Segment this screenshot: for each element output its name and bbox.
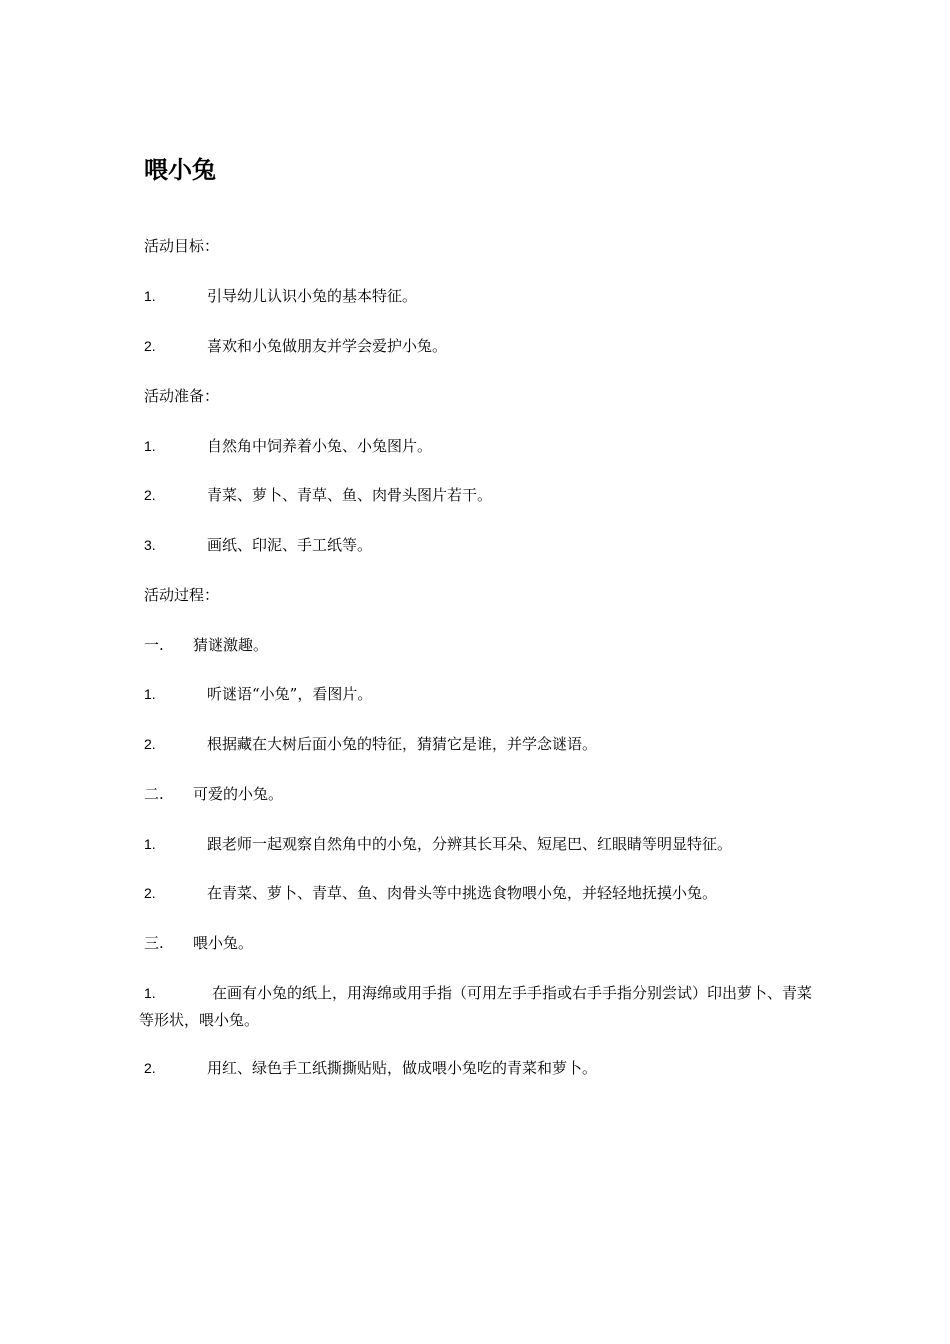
list-text: 听谜语“小兔”，看图片。 xyxy=(207,685,373,703)
list-number: 1. xyxy=(144,985,156,1001)
list-text: 自然角中饲养着小兔、小兔图片。 xyxy=(207,437,433,455)
list-number: 2. xyxy=(144,487,156,503)
list-number: 1. xyxy=(144,836,156,852)
list-text: 在画有小兔的纸上，用海绵或用手指（可用左手手指或右手手指分别尝试）印出萝卜、青菜等形状，喂小兔。 xyxy=(139,984,813,1029)
step-number: 三. xyxy=(144,934,164,952)
list-number: 1. xyxy=(144,288,156,304)
list-text: 喜欢和小兔做朋友并学会爱护小兔。 xyxy=(207,337,448,355)
list-number: 2. xyxy=(144,885,156,901)
list-number: 2. xyxy=(144,338,156,354)
step-number: 一. xyxy=(144,636,164,654)
list-number: 3. xyxy=(144,537,156,553)
list-text: 根据藏在大树后面小兔的特征，猜猜它是谁，并学念谜语。 xyxy=(207,735,598,753)
process-heading: 活动过程： xyxy=(144,586,220,604)
step-text: 猜谜激趣。 xyxy=(193,636,269,654)
prep-heading: 活动准备： xyxy=(144,387,220,405)
list-text: 青菜、萝卜、青草、鱼、肉骨头图片若干。 xyxy=(207,486,493,504)
list-text: 跟老师一起观察自然角中的小兔，分辨其长耳朵、短尾巴、红眼睛等明显特征。 xyxy=(207,835,733,853)
step-text: 可爱的小兔。 xyxy=(193,785,284,803)
list-text: 画纸、印泥、手工纸等。 xyxy=(207,536,373,554)
list-item xyxy=(139,980,819,1034)
list-text: 在青菜、萝卜、青草、鱼、肉骨头等中挑选食物喂小兔，并轻轻地抚摸小兔。 xyxy=(207,884,718,902)
list-number: 2. xyxy=(144,1060,156,1076)
page-title: 喂小兔 xyxy=(144,156,216,184)
step-text: 喂小兔。 xyxy=(193,934,254,952)
step-number: 二. xyxy=(144,785,164,803)
list-text: 用红、绿色手工纸撕撕贴贴，做成喂小兔吃的青菜和萝卜。 xyxy=(207,1059,598,1077)
goals-heading: 活动目标： xyxy=(144,237,220,255)
list-number: 1. xyxy=(144,686,156,702)
list-number: 2. xyxy=(144,736,156,752)
list-number: 1. xyxy=(144,438,156,454)
list-text: 引导幼儿认识小兔的基本特征。 xyxy=(207,287,418,305)
